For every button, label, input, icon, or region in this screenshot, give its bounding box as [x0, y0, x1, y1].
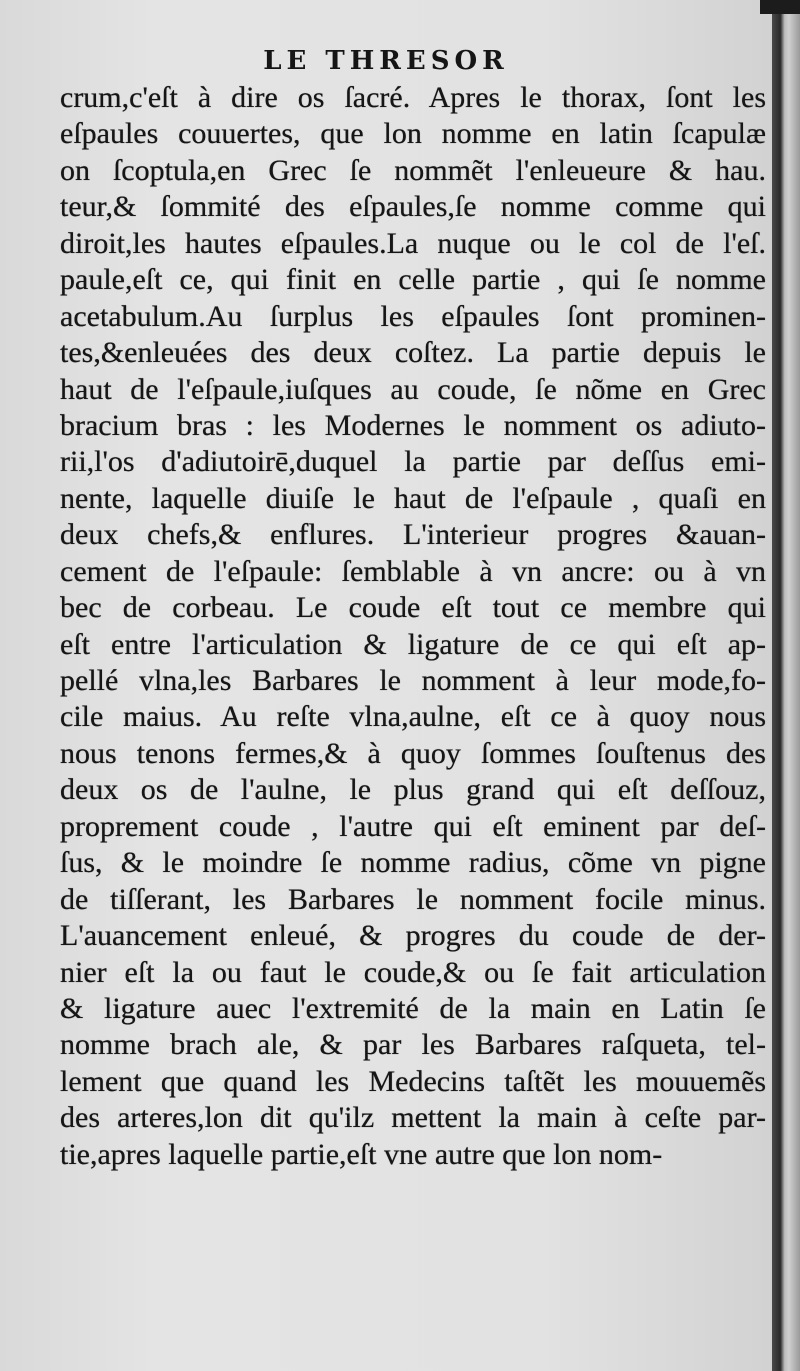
page-edge-corner	[760, 0, 800, 14]
text-line: nomme brach ale, & par les Barbares raſqueta, tel-	[60, 1028, 766, 1062]
text-line: nous tenons fermes,& à quoy ſommes ſouſtenus des	[60, 736, 766, 770]
text-line: rii,l'os d'adiutoirē,duquel la partie par deſſus emi-	[60, 445, 766, 479]
page-edge	[772, 0, 800, 1371]
text-line: des arteres,lon dit qu'ilz mettent la main à ceſte par-	[60, 1101, 766, 1135]
text-line: acetabulum.Au ſurplus les eſpaules ſont prominen-	[60, 299, 766, 333]
text-line: bracium bras : les Modernes le nomment os adiuto-	[60, 408, 766, 442]
text-line: eſpaules couuertes, que lon nomme en latin ſcapulæ	[60, 117, 766, 151]
text-line: tie,apres laquelle partie,eſt vne autre que lon nom-	[60, 1137, 663, 1171]
text-line: de tiſſerant, les Barbares le nomment focile minus.	[60, 882, 766, 916]
text-line: diroit,les hautes eſpaules.La nuque ou le col de l'eſ.	[60, 226, 766, 260]
text-line: deux chefs,& enflures. L'interieur progres &auan-	[60, 518, 766, 552]
text-line: ſus, & le moindre ſe nomme radius, cõme vn pigne	[60, 846, 766, 880]
text-line: nente, laquelle diuiſe le haut de l'eſpaule , quaſi en	[60, 481, 766, 515]
text-line: teur,& ſommité des eſpaules,ſe nomme comme qui	[60, 190, 766, 224]
text-line: tes,&enleuées des deux coſtez. La partie depuis le	[60, 336, 766, 370]
text-line: proprement coude , l'autre qui eſt eminent par deſ-	[60, 809, 766, 843]
text-line: nier eſt la ou faut le coude,& ou ſe fait articulation	[60, 955, 766, 989]
text-line: L'auancement enleué, & progres du coude de der-	[60, 919, 766, 953]
text-line: haut de l'eſpaule,iuſques au coude, ſe nõme en Grec	[60, 372, 766, 406]
text-line: & ligature auec l'extremité de la main en Latin ſe	[60, 991, 766, 1025]
text-line: crum,c'eſt à dire os ſacré. Apres le thorax, ſont les	[60, 81, 766, 114]
text-line: eſt entre l'articulation & ligature de ce qui eſt ap-	[60, 627, 766, 661]
body-text	[60, 80, 766, 1173]
text-line: cile maius. Au reſte vlna,aulne, eſt ce à quoy nous	[60, 700, 766, 734]
text-line: bec de corbeau. Le coude eſt tout ce membre qui	[60, 591, 766, 625]
text-line: cement de l'eſpaule: ſemblable à vn ancre: ou à vn	[60, 554, 766, 588]
text-line: on ſcoptula,en Grec ſe nommẽt l'enleueure & hau.	[60, 153, 766, 187]
text-line: lement que quand les Medecins taſtẽt les mouuemẽs	[60, 1064, 766, 1098]
running-head: LE THRESOR	[263, 46, 509, 76]
text-line: deux os de l'aulne, le plus grand qui eſt deſſouz,	[60, 773, 766, 807]
text-line: pellé vlna,les Barbares le nomment à leur mode,fo-	[60, 664, 766, 697]
text-line: paule,eſt ce, qui finit en celle partie , qui ſe nomme	[60, 263, 766, 297]
